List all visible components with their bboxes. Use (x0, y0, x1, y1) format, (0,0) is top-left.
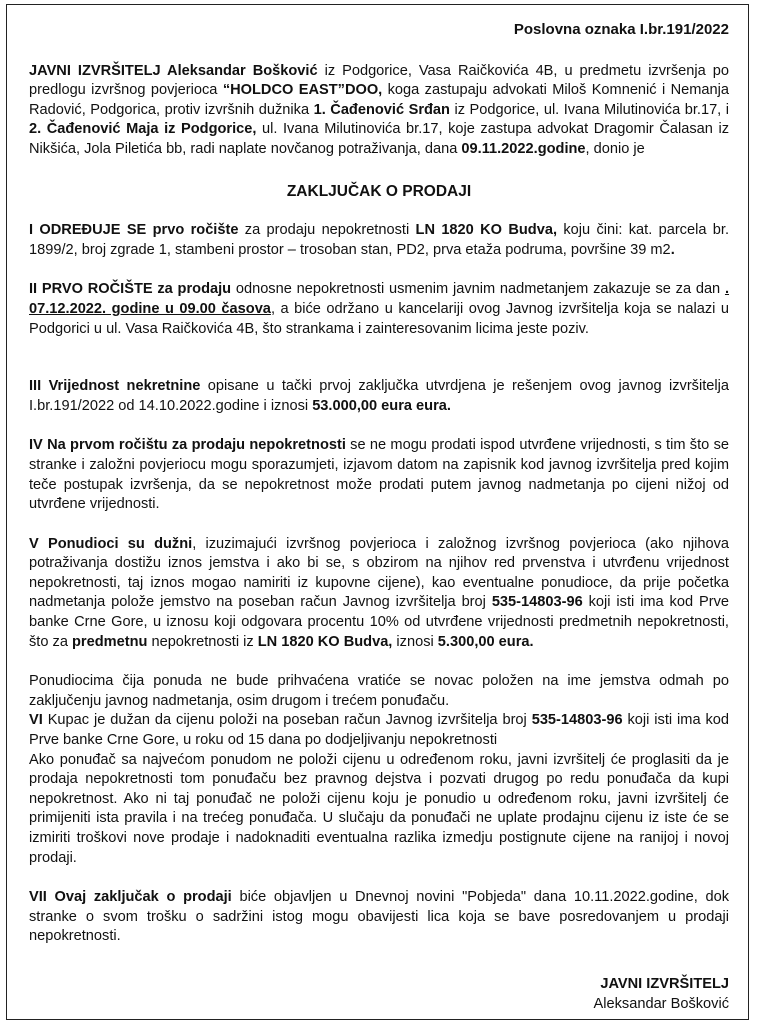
account-number: 535-14803-96 (491, 594, 583, 611)
enforcer-name: JAVNI IZVRŠITELJ Aleksandar Bošković (29, 62, 318, 79)
section-5: V Ponudioci su dužni, izuzimajući izvršnog povjerioca i založnog izvršnog povjerioca (ako njihova potraživanja dostižu iznos jemstva i ako bi se, s obzirom na njihov red prvenstva i utvrđenu vrijednost nepokretnosti, taj iznos mogao namiriti iz kupovne cijene), kao eventualne ponudioce, da prije početka nadmetanja polože jemstvo na poseban račun Javnog izvršitelja broj 535-14803-96 koji isti ima kod Prve banke Crne Gore, u iznosu koji odgovara procentu 10% od utvrđene vrijednosti predmetnih nepokretnosti, što za predmetnu nepokretnosti iz LN 1820 KO Budva, iznosi 5.300,00 eura. (29, 535, 729, 650)
default-paragraph: Ako ponuđač sa najvećom ponudom ne položi cijenu u određenom roku, javni izvršitelj će proglasiti da je prodaja nepokretnosti tom ponuđaču bez pravnog dejstva i pozvati drugog po redu ponuđača da kupi nepokretnost. Ako ni taj ponuđač ne položi cijenu koju je ponudio u određenom roku, javni izvršitelj će primijeniti ista pravila i na trećeg ponuđača. U slučaju da ponuđači ne uplate prodajnu cijenu iz iste će se izmiriti troškovi nove prodaje i nadoknaditi eventualna razlika izmedju postignute cijene na ranijoj i novoj prodaji. (29, 751, 729, 866)
property-value: 53.000,00 eura eura. (312, 397, 451, 414)
signature-title: JAVNI IZVRŠITELJ (600, 975, 729, 992)
decision-date: 09.11.2022.godine (461, 140, 586, 157)
deposit-amount: 5.300,00 eura. (437, 633, 534, 650)
intro-paragraph: JAVNI IZVRŠITELJ Aleksandar Bošković iz Podgorice, Vasa Raičkovića 4B, u predmetu izvršenja po predlogu izvršnog povjerioca “HOLDCO EAST”DOO, koga zastupaju advokati Miloš Komnenić i Nemanja Radović, Podgorica, protiv izvršnih dužnika 1. Čađenović Srđan iz Podgorice, ul. Ivana Milutinovića br.17, i 2. Čađenović Maja iz Podgorice, ul. Ivana Milutinovića br.17, koje zastupa advokat Dragomir Čalasan iz Nikšića, Jola Piletića bb, radi naplate novčanog potraživanja, dana 09.11.2022.godine, donio je (29, 62, 729, 157)
section-1: I ODREĐUJE SE prvo ročište za prodaju nepokretnosti LN 1820 KO Budva, koju čini: kat. parcela br. 1899/2, broj zgrade 1, stambeni prostor – trosoban stan, PD2, prva etaža podruma, površine 39 m2. (29, 222, 730, 258)
creditor-name: “HOLDCO EAST”DOO, (222, 82, 383, 99)
section-2: II PRVO ROČIŠTE za prodaju odnosne nepokretnosti usmenim javnim nadmetanjem zakazuje se za dan . 07.12.2022. godine u 09.00 časova, a biće održano u kancelariji ovog Javnog izvršitelja koja se nalazi u Podgorici u ul. Vasa Raičkovića 4B, što strankama i zainteresovanim licima jeste poziv. (29, 281, 730, 337)
section-4: IV Na prvom ročištu za prodaju nepokretnosti se ne mogu prodati ispod utvrđene vrijednosti, s tim što se stranke i založni povjeriocu mogu sporazumjeti, izjavom datom na zapisnik kod javnog izvršitelja pred kojim teče postupak izvršenja, da se nepokretnost može prodati putem javnog nadmetanja po cijeni nižoj od utvrđene vrijednosti. (29, 437, 729, 513)
property-ref: LN 1820 KO Budva, (415, 222, 557, 239)
document-page (29, 20, 729, 1014)
signature-name: Aleksandar Bošković (593, 995, 729, 1012)
hearing-date: . 07.12.2022. godine u 09.00 časova (29, 281, 730, 317)
payment-account-number: 535-14803-96 (531, 712, 623, 729)
section-6: VI Kupac je dužan da cijenu položi na poseban račun Javnog izvršitelja broj 535-14803-96 koji isti ima kod Prve banke Crne Gore, u roku od 15 dana po dodjeljivanju nepokretnosti (29, 712, 729, 749)
return-paragraph: Ponudiocima čija ponuda ne bude prihvaćena vratiće se novac položen na ime jemstva odmah po zaključenju javnog nadmetanja, osim drugom i trećem ponuđaču. (29, 673, 729, 709)
section-7: VII Ovaj zaključak o prodaji biće objavljen u Dnevnoj novini "Pobjeda" dana 10.11.2022.godine, dok stranke o svom trošku o sadržini istog mogu obavijesti lica koja se bave posredovanjem u prodaji nepokretnosti. (29, 889, 730, 945)
section-3: III Vrijednost nekretnine opisane u tački prvoj zaključka utvrdjena je rešenjem ovog javnog izvršitelja I.br.191/2022 od 14.10.2022.godine i iznosi 53.000,00 eura eura. (29, 378, 729, 414)
document-title: ZAKLJUČAK O PRODAJI (286, 182, 472, 200)
debtor-2-name: 2. Čađenović Maja iz Podgorice, (29, 121, 257, 138)
signature-block (29, 975, 729, 1014)
debtor-1-name: 1. Čađenović Srđan (313, 101, 450, 118)
reference-number: Poslovna oznaka I.br.191/2022 (513, 21, 729, 38)
